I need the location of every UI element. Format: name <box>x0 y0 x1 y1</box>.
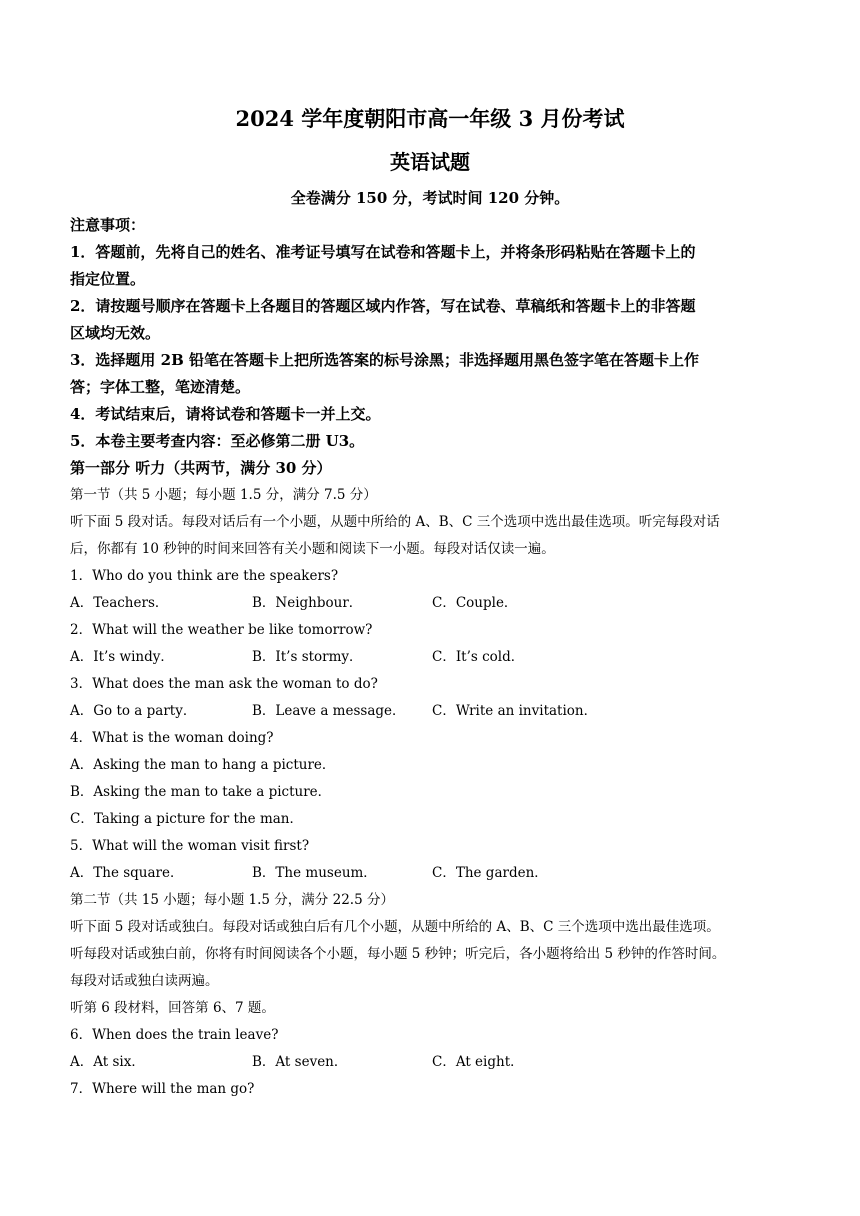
option-a: A．It’s windy． <box>70 649 174 665</box>
question-5-options <box>70 860 790 887</box>
question-5-stem: 5．What will the woman visit first? <box>70 838 310 854</box>
option-b: B．At seven． <box>252 1054 348 1070</box>
question-2-stem: 2．What will the weather be like tomorrow? <box>70 622 373 638</box>
question-7-stem: 7．Where will the man go? <box>70 1081 255 1097</box>
option-c: C．At eight． <box>432 1054 524 1070</box>
section1-instruction: 后，你都有 10 秒钟的时间来回答有关小题和阅读下一小题。每段对话仅读一遍。 <box>70 541 555 557</box>
option-c: C．Taking a picture for the man． <box>70 811 303 827</box>
note-line: 4．考试结束后，请将试卷和答题卡一并上交。 <box>70 405 381 423</box>
question-6-stem: 6．When does the train leave? <box>70 1027 279 1043</box>
question-3-stem: 3．What does the man ask the woman to do? <box>70 676 378 692</box>
exam-body <box>70 212 790 1103</box>
note-line: 2．请按题号顺序在答题卡上各题目的答题区域内作答，写在试卷、草稿纸和答题卡上的非答题 <box>70 297 696 315</box>
exam-title: 2024 学年度朝阳市高一年级 3 月份考试 <box>235 106 625 131</box>
option-c: C．Couple． <box>432 595 518 611</box>
option-b: B．The museum． <box>252 865 377 881</box>
part1-heading: 第一部分 听力（共两节，满分 30 分） <box>70 459 332 477</box>
question-1-stem: 1．Who do you think are the speakers? <box>70 568 339 584</box>
section1-instruction: 听下面 5 段对话。每段对话后有一个小题，从题中所给的 A、B、C 三个选项中选出最佳选项。听完每段对话 <box>70 514 720 530</box>
note-line: 5．本卷主要考查内容：至必修第二册 U3。 <box>70 432 365 450</box>
question-3-options <box>70 698 790 725</box>
option-a: A．Go to a party． <box>70 703 197 719</box>
option-a: A．The square． <box>70 865 184 881</box>
note-line: 区域均无效。 <box>70 324 161 342</box>
section2-instruction: 听下面 5 段对话或独白。每段对话或独白后有几个小题，从题中所给的 A、B、C 三个选项中选出最佳选项。 <box>70 919 720 935</box>
question-6-options <box>70 1049 790 1076</box>
option-c: C．The garden． <box>432 865 548 881</box>
option-b: B．It’s stormy． <box>252 649 363 665</box>
option-c: C．It’s cold． <box>432 649 525 665</box>
option-b: B．Asking the man to take a picture． <box>70 784 332 800</box>
section1-heading: 第一节（共 5 小题；每小题 1.5 分，满分 7.5 分） <box>70 487 377 503</box>
note-line: 指定位置。 <box>70 270 146 288</box>
note-line: 1．答题前，先将自己的姓名、准考证号填写在试卷和答题卡上，并将条形码粘贴在答题卡上的 <box>70 243 696 261</box>
note-line: 答；字体工整，笔迹清楚。 <box>70 378 251 396</box>
question-4-stem: 4．What is the woman doing? <box>70 730 274 746</box>
section2-heading: 第二节（共 15 小题；每小题 1.5 分，满分 22.5 分） <box>70 892 394 908</box>
section2-instruction: 每段对话或独白读两遍。 <box>70 973 219 989</box>
option-a: A．Asking the man to hang a picture． <box>70 757 336 773</box>
score-time-line: 全卷满分 150 分，考试时间 120 分钟。 <box>290 189 570 207</box>
option-a: A．Teachers． <box>70 595 169 611</box>
notes-heading: 注意事项： <box>70 216 146 234</box>
material-6-note: 听第 6 段材料，回答第 6、7 题。 <box>70 1000 275 1016</box>
exam-subtitle: 英语试题 <box>390 150 470 174</box>
section2-instruction: 听每段对话或独白前，你将有时间阅读各个小题，每小题 5 秒钟；听完后，各小题将给出 5 秒钟的作答时间。 <box>70 946 726 962</box>
note-line: 3．选择题用 2B 铅笔在答题卡上把所选答案的标号涂黑；非选择题用黑色签字笔在答题卡上作 <box>70 351 700 369</box>
question-1-options <box>70 590 790 617</box>
option-b: B．Leave a message． <box>252 703 406 719</box>
option-c: C．Write an invitation． <box>432 703 598 719</box>
option-a: A．At six． <box>70 1054 145 1070</box>
option-b: B．Neighbour． <box>252 595 363 611</box>
question-2-options <box>70 644 790 671</box>
